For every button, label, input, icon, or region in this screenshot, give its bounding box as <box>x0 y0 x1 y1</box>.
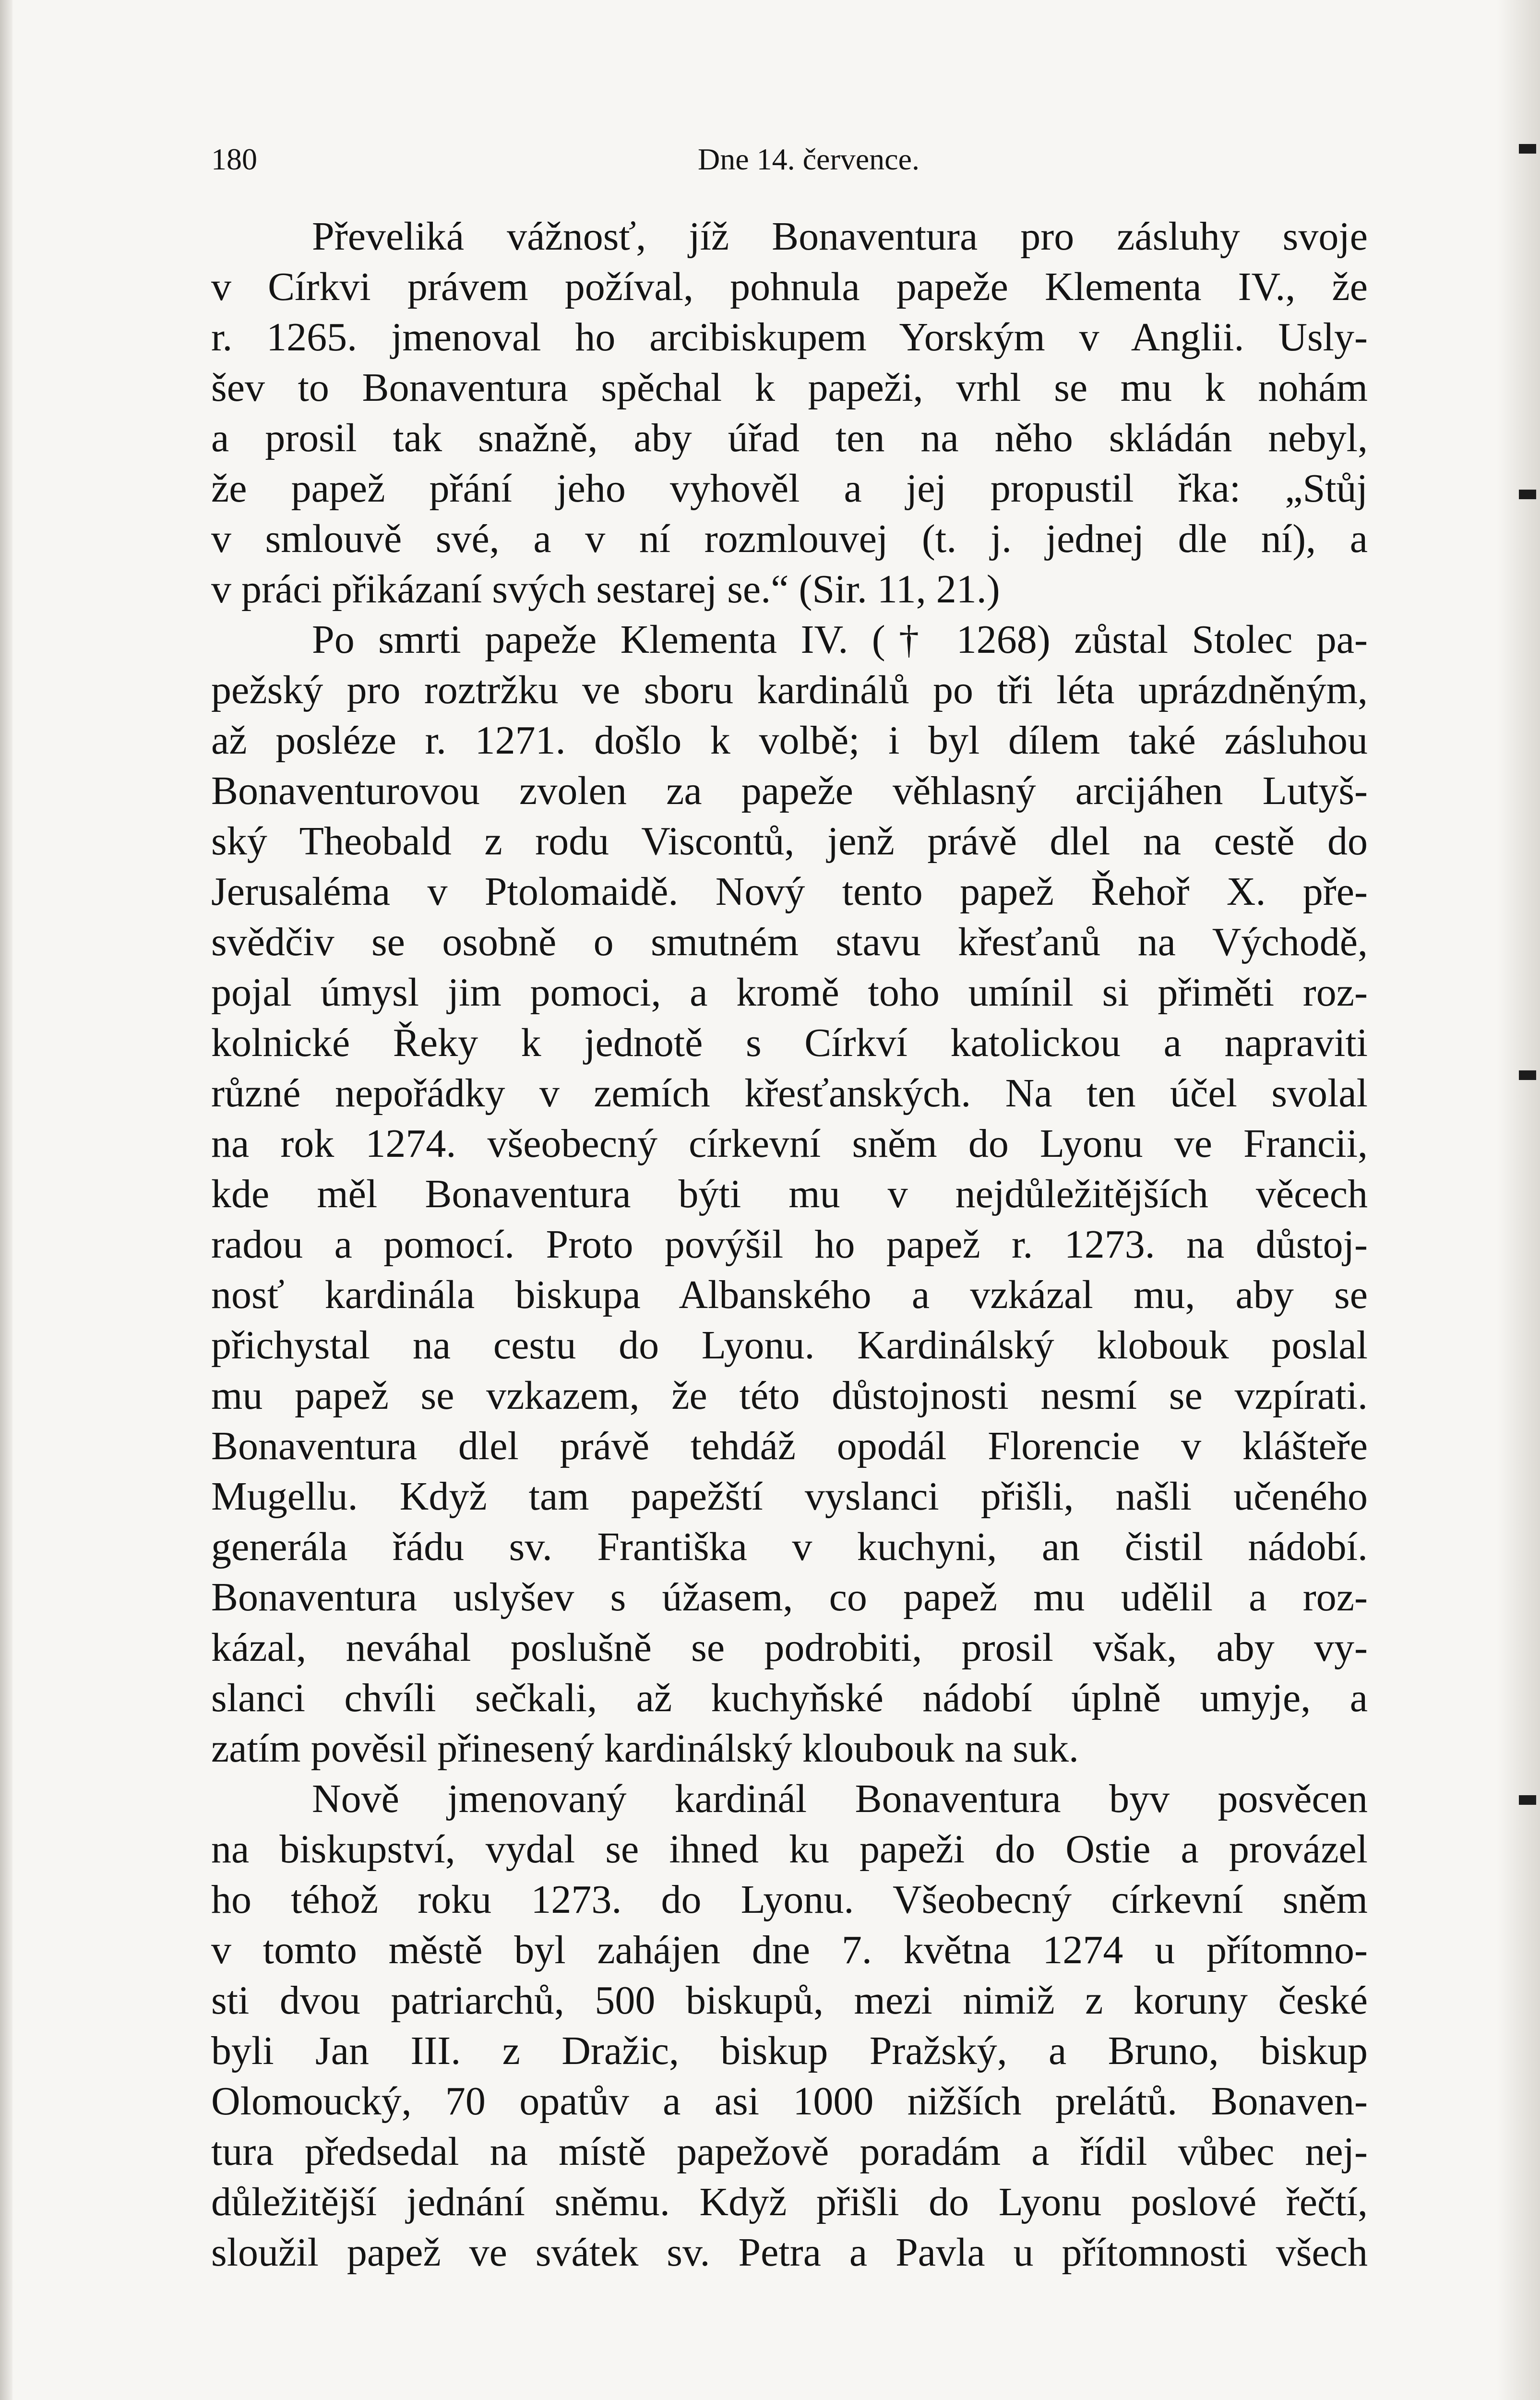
text-line: v Církvi právem požíval, pohnula papeže Klementa IV., že <box>211 264 1368 309</box>
text-line: tura předsedal na místě papežově poradám a řídil vůbec nej- <box>211 2129 1368 2174</box>
text-line: r. 1265. jmenoval ho arcibiskupem Yorským v Anglii. Usly- <box>211 315 1368 360</box>
text-line: Bonaventura uslyšev s úžasem, co papež mu udělil a roz- <box>211 1575 1368 1620</box>
text-line: pojal úmysl jim pomoci, a kromě toho umínil si přiměti roz- <box>211 970 1368 1015</box>
text-line: slanci chvíli sečkali, až kuchyňské nádobí úplně umyje, a <box>211 1676 1368 1720</box>
text-line: byli Jan III. z Dražic, biskup Pražský, a Bruno, biskup <box>211 2028 1368 2073</box>
text-line: Po smrti papeže Klementa IV. († 1268) zůstal Stolec pa- <box>312 617 1368 662</box>
body-text <box>211 211 1368 2278</box>
text-line: Bonaventurovou zvolen za papeže věhlasný arcijáhen Lutyš- <box>211 768 1368 813</box>
text-line: na biskupství, vydal se ihned ku papeži do Ostie a provázel <box>211 1827 1368 1872</box>
binding-mark <box>1519 1795 1536 1805</box>
page-number: 180 <box>211 142 257 176</box>
page-edge-right <box>1497 0 1540 2400</box>
text-line: Olomoucký, 70 opatův a asi 1000 nižších prelátů. Bonaven- <box>211 2079 1368 2124</box>
page-header <box>211 131 1406 188</box>
text-line: sloužil papež ve svátek sv. Petra a Pavla u přítomnosti všech <box>211 2230 1368 2275</box>
text-line: Nově jmenovaný kardinál Bonaventura byv posvěcen <box>312 1776 1368 1821</box>
text-line: Jerusaléma v Ptolomaidě. Nový tento papež Řehoř X. pře- <box>211 869 1368 914</box>
text-line: Mugellu. Když tam papežští vyslanci přišli, našli učeného <box>211 1474 1368 1519</box>
text-line: na rok 1274. všeobecný církevní sněm do Lyonu ve Francii, <box>211 1121 1368 1166</box>
text-line: mu papež se vzkazem, že této důstojnosti nesmí se vzpírati. <box>211 1373 1368 1418</box>
text-line: ský Theobald z rodu Viscontů, jenž právě dlel na cestě do <box>211 819 1368 864</box>
text-line: a prosil tak snažně, aby úřad ten na něho skládán nebyl, <box>211 416 1368 460</box>
text-line: ho téhož roku 1273. do Lyonu. Všeobecný církevní sněm <box>211 1877 1368 1922</box>
binding-mark <box>1519 490 1536 499</box>
running-title: Dne 14. července. <box>698 142 919 176</box>
text-line: pežský pro roztržku ve sboru kardinálů po tři léta uprázdněným, <box>211 668 1368 712</box>
text-line: Převeliká vážnosť, jíž Bonaventura pro zásluhy svoje <box>312 214 1368 259</box>
text-line: nosť kardinála biskupa Albanského a vzkázal mu, aby se <box>211 1272 1368 1317</box>
text-line: šev to Bonaventura spěchal k papeži, vrhl se mu k nohám <box>211 365 1368 410</box>
text-line: generála řádu sv. Františka v kuchyni, an čistil nádobí. <box>211 1524 1368 1569</box>
text-line: kde měl Bonaventura býti mu v nejdůležitějších věcech <box>211 1172 1368 1216</box>
text-line: v práci přikázaní svých sestarej se.“ (Sir. 11, 21.) <box>211 567 1000 612</box>
text-line: že papež přání jeho vyhověl a jej propustil řka: „Stůj <box>211 466 1368 511</box>
text-line: až posléze r. 1271. došlo k volbě; i byl dílem také zásluhou <box>211 718 1368 763</box>
text-line: důležitější jednání sněmu. Když přišli do Lyonu poslové řečtí, <box>211 2180 1368 2224</box>
text-line: Bonaventura dlel právě tehdáž opodál Florencie v klášteře <box>211 1424 1368 1468</box>
binding-mark <box>1519 1070 1536 1080</box>
text-line: kolnické Řeky k jednotě s Církví katolickou a napraviti <box>211 1020 1368 1065</box>
text-line: různé nepořádky v zemích křesťanských. Na ten účel svolal <box>211 1071 1368 1116</box>
text-line: zatím pověsil přinesený kardinálský kloubouk na suk. <box>211 1726 1079 1771</box>
text-line: radou a pomocí. Proto povýšil ho papež r. 1273. na důstoj- <box>211 1222 1368 1267</box>
page-edge-left <box>0 0 12 2400</box>
text-line: svědčiv se osobně o smutném stavu křesťanů na Východě, <box>211 920 1368 964</box>
text-line: kázal, neváhal poslušně se podrobiti, prosil však, aby vy- <box>211 1625 1368 1670</box>
text-line: přichystal na cestu do Lyonu. Kardinálský klobouk poslal <box>211 1323 1368 1368</box>
text-line: v smlouvě své, a v ní rozmlouvej (t. j. jednej dle ní), a <box>211 516 1368 561</box>
binding-mark <box>1519 144 1536 154</box>
text-line: v tomto městě byl zahájen dne 7. května 1274 u přítomno- <box>211 1928 1368 1972</box>
text-line: sti dvou patriarchů, 500 biskupů, mezi nimiž z koruny české <box>211 1978 1368 2023</box>
